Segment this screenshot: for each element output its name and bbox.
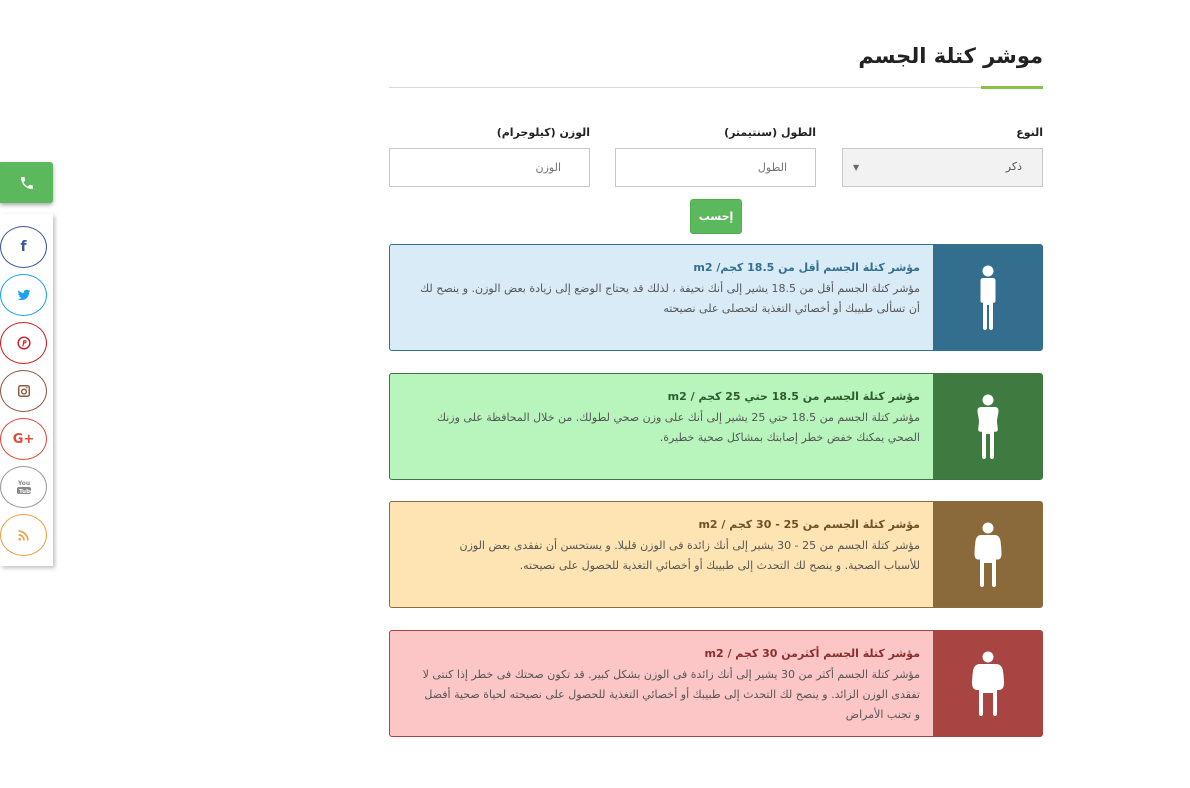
- gender-select[interactable]: [842, 148, 1043, 187]
- phone-icon: [19, 175, 35, 191]
- overweight-person-icon: [973, 522, 1003, 588]
- twitter-icon: [17, 288, 31, 302]
- facebook-button[interactable]: [0, 226, 47, 268]
- title-divider: [389, 87, 1043, 88]
- card-text-line: و تجنب الأمراض: [845, 708, 920, 721]
- bmi-result-obese: [389, 630, 1043, 737]
- instagram-icon: [17, 384, 31, 398]
- card-text-line: أن تسألى طبيبك أو أخصائي التغذية لتحصلى على نصيحته: [663, 302, 920, 315]
- card-title: مؤشر كتلة الجسم من 25 - 30 كجم / m2: [698, 518, 920, 531]
- bmi-calculator: [389, 0, 1043, 788]
- card-icon-panel: [933, 374, 1042, 479]
- svg-text:You: You: [17, 480, 30, 487]
- bmi-result-overweight: [389, 501, 1043, 608]
- title-accent-bar: [981, 86, 1043, 89]
- gender-selected-value: ذكر: [1005, 160, 1022, 173]
- bmi-result-underweight: [389, 244, 1043, 351]
- calculate-button[interactable]: إحسب: [690, 199, 742, 234]
- height-label: الطول (سنتيمتر): [724, 126, 816, 139]
- rss-button[interactable]: [0, 514, 47, 556]
- weight-input[interactable]: [389, 148, 590, 187]
- card-text-line: مؤشر كتلة الجسم أقل من 18.5 يشير إلى أنك نحيفة ، لذلك قد يحتاج الوضع إلى زيادة بعض الوزن. و ينصح لك: [420, 282, 920, 295]
- youtube-button[interactable]: [0, 466, 47, 508]
- card-text-line: الصحي يمكنك خفض خطر إصابتك بمشاكل صحية خطيرة.: [659, 431, 920, 444]
- gender-label: النوع: [1016, 126, 1043, 139]
- card-icon-panel: [933, 631, 1042, 736]
- social-panel: [0, 214, 53, 566]
- obese-person-icon: [971, 651, 1005, 717]
- svg-text:Tube: Tube: [18, 489, 34, 495]
- pinterest-icon: [17, 336, 31, 350]
- card-title: مؤشر كتلة الجسم أكثرمن 30 كجم / m2: [704, 647, 920, 660]
- google-plus-button[interactable]: [0, 418, 47, 460]
- bmi-result-normal: [389, 373, 1043, 480]
- twitter-button[interactable]: [0, 274, 47, 316]
- thin-person-icon: [976, 265, 1000, 331]
- weight-label: الوزن (كيلوجرام): [496, 126, 590, 139]
- google-plus-icon: G+: [12, 431, 35, 447]
- card-icon-panel: [933, 502, 1042, 607]
- card-title: مؤشر كتلة الجسم أقل من 18.5 كجم/ m2: [693, 261, 920, 274]
- card-text-line: مؤشر كتلة الجسم أكثر من 30 يشير إلى أنك زائدة فى الوزن بشكل كبير. قد تكون صحتك فى خطر إذا كنتى لا: [422, 668, 920, 681]
- height-input[interactable]: [615, 148, 816, 187]
- card-text-line: تفقدى الوزن الزائد. و ينصح لك التحدث إلى طبيبك أو أخصائي التغذية للحصول على نصيحته لحياة صحية أفضل: [424, 688, 920, 701]
- rss-icon: [17, 529, 30, 542]
- normal-person-icon: [975, 394, 1001, 460]
- facebook-icon: f: [20, 239, 27, 255]
- pinterest-button[interactable]: [0, 322, 47, 364]
- chevron-down-icon: ▼: [853, 163, 860, 172]
- card-text-line: مؤشر كتلة الجسم من 25 - 30 يشير إلى أنك زائدة فى الوزن قليلا. و يستحسن أن تفقدى بعض الوزن: [459, 539, 920, 552]
- card-text-line: مؤشر كتلة الجسم من 18.5 حتي 25 يشير إلى أنك على وزن صحي لطولك. من خلال المحافظة على وزنك: [436, 411, 920, 424]
- card-text-line: للأسباب الصحية. و ينصح لك التحدث إلى طبيبك أو أخصائي التغذية للحصول على نصيحته.: [519, 559, 920, 572]
- card-title: مؤشر كتلة الجسم من 18.5 حتي 25 كجم / m2: [667, 390, 920, 403]
- card-icon-panel: [933, 245, 1042, 350]
- instagram-button[interactable]: [0, 370, 47, 412]
- page-title: موشر كتلة الجسم: [858, 44, 1043, 68]
- phone-button[interactable]: [0, 162, 53, 203]
- youtube-icon: [17, 479, 34, 495]
